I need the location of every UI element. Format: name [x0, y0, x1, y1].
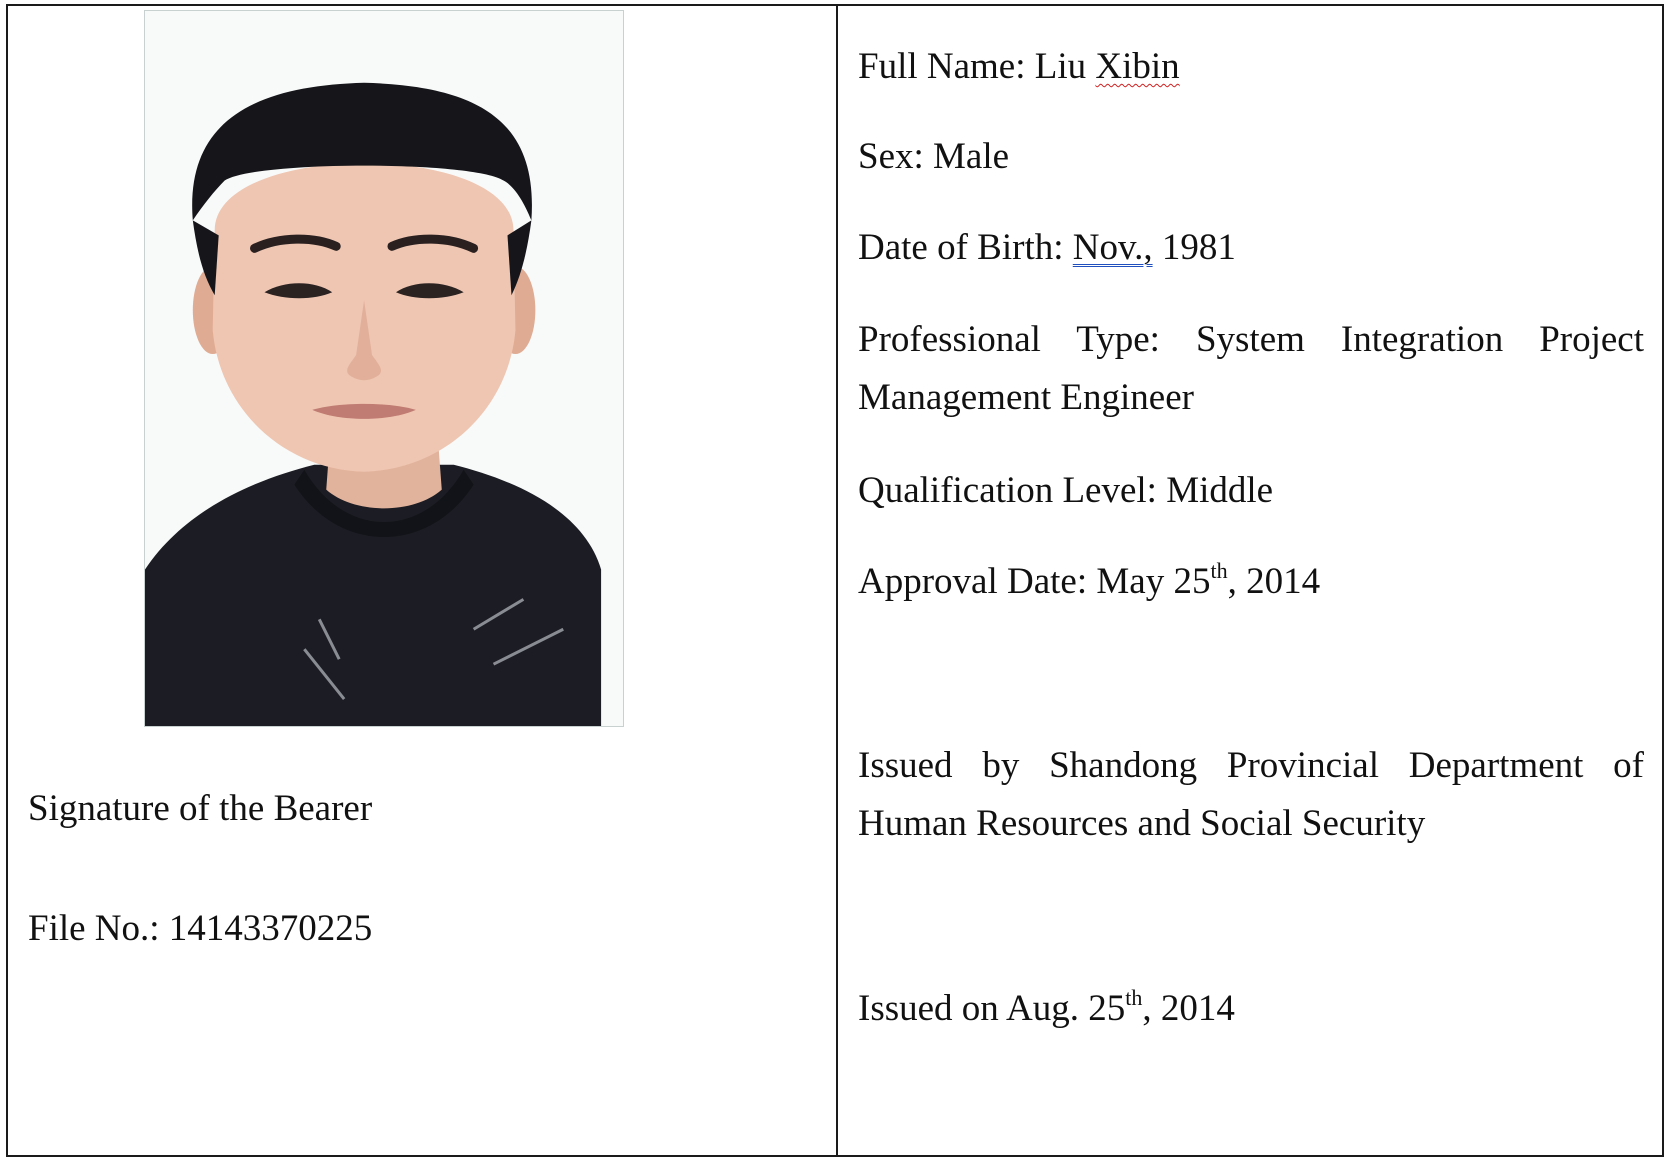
full-name-label: Full Name: Liu: [858, 46, 1096, 87]
portrait-icon: [145, 11, 623, 726]
dob-month: Nov.,: [1072, 227, 1153, 268]
issuer: Issued by Shandong Provincial Department of Human Resources and Social Security: [858, 745, 1644, 844]
approval-date: [858, 553, 1320, 611]
file-number: File No.: 14143370225: [28, 908, 373, 949]
column-divider: [836, 4, 838, 1157]
approval-date-prefix: Approval Date: May 25: [858, 561, 1211, 602]
issue-date-year: , 2014: [1142, 988, 1235, 1029]
dob-year: 1981: [1152, 227, 1236, 268]
dob-label: Date of Birth:: [858, 227, 1073, 268]
signature-label: Signature of the Bearer: [28, 788, 373, 829]
qualification-level: Qualification Level: Middle: [858, 470, 1274, 511]
sex-field: Sex: Male: [858, 136, 1010, 177]
professional-type: Professional Type: System Integration Project Management Engineer: [858, 319, 1644, 418]
issue-date-prefix: Issued on Aug. 25: [858, 988, 1126, 1029]
approval-date-ordinal: th: [1210, 557, 1228, 583]
full-name: [858, 38, 1180, 96]
date-of-birth: [858, 219, 1236, 277]
approval-date-year: , 2014: [1227, 561, 1321, 602]
bearer-photo: [144, 10, 624, 727]
issue-date: [858, 980, 1235, 1038]
full-name-last: Xibin: [1095, 46, 1180, 87]
issue-date-ordinal: th: [1125, 984, 1143, 1010]
